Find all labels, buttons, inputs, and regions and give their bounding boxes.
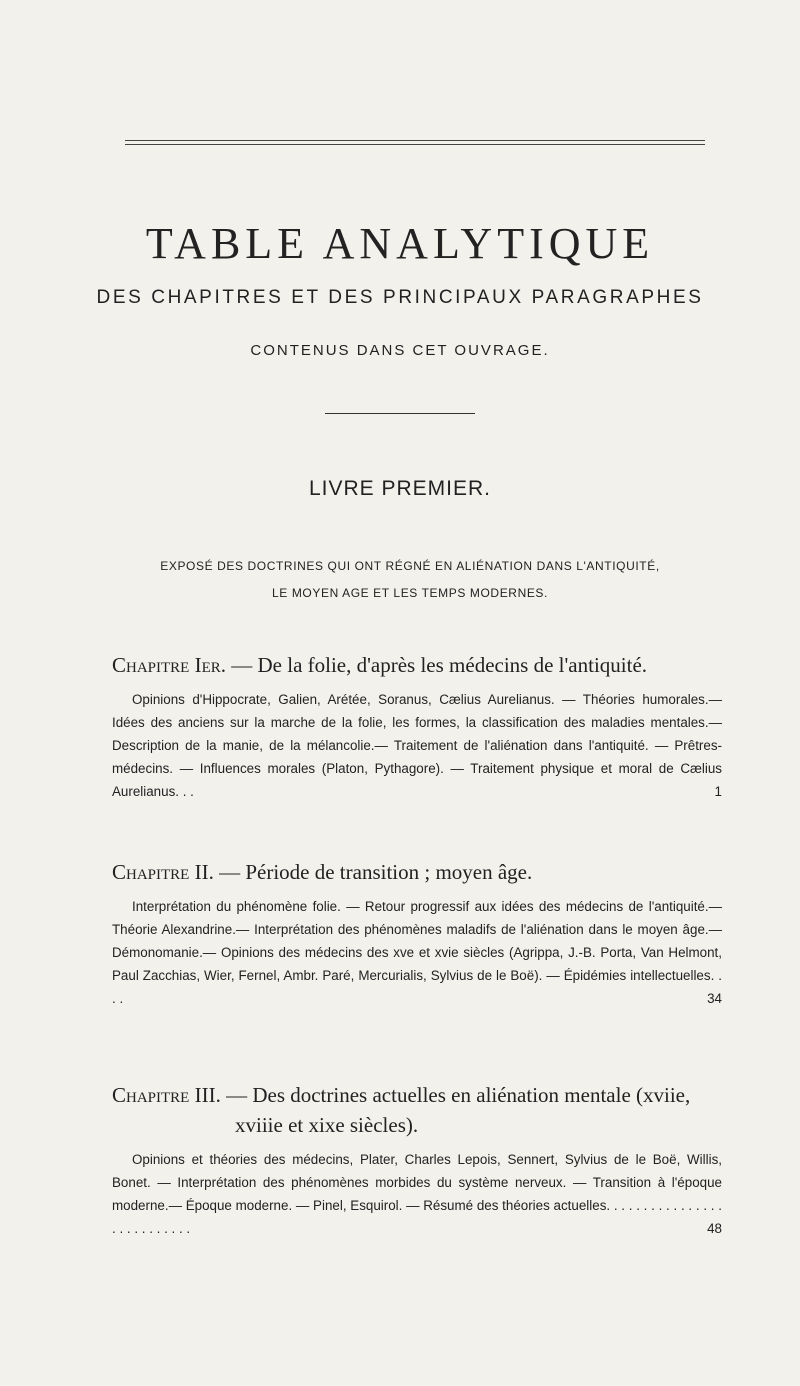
chapter-summary-text: Interprétation du phénomène folie. — Retour progressif aux idées des médecins de l'antiquité.— Théorie Alexandrine.— Interprétation des phénomènes maladifs de l'aliénation dans le moyen âge.— Démonomanie.— Opinions des médecins des xve et xvie siècles (Agrippa, J.-B. Porta, Van Helmont, Paul Zacchias, Wier, Fernel, Ambr. Paré, Mercurialis, Sylvius de le Boë). — Épidémies intellectuelles. . . . [112, 899, 722, 1006]
page-number: 34 [707, 991, 722, 1006]
summary-line: EXPOSÉ DES DOCTRINES QUI ONT RÉGNÉ EN ALIÉNATION DANS L'ANTIQUITÉ, [160, 559, 660, 573]
chapter-summary-text: Opinions et théories des médecins, Plater, Charles Lepois, Sennert, Sylvius de le Boë, Willis, Bonet. — Interprétation des phénomènes morbides du système nerveux. — Transition à l'époque moderne.— Époque moderne. — Pinel, Esquirol. — Résumé des théories actuelles. . . . . . . . . . . . . . . . . . . . . . . . . . . [112, 1152, 722, 1236]
chapter-entry [112, 650, 722, 803]
page-number: 48 [707, 1221, 722, 1236]
page-subtitle-2: CONTENUS DANS CET OUVRAGE. [250, 342, 550, 359]
book-section-title: LIVRE PREMIER. [308, 477, 492, 500]
chapter-heading [112, 650, 722, 680]
chapter-summary [112, 1148, 722, 1240]
top-rule [125, 140, 705, 141]
chapter-label: Chapitre II. [112, 860, 214, 884]
summary-line: LE MOYEN AGE ET LES TEMPS MODERNES. [272, 586, 548, 600]
chapter-label: Chapitre III. [112, 1083, 221, 1107]
chapter-title: — Des doctrines actuelles en aliénation mentale (xviie, [220, 1083, 691, 1107]
chapter-summary-text: Opinions d'Hippocrate, Galien, Arétée, Soranus, Cælius Aurelianus. — Théories humorales.— Idées des anciens sur la marche de la folie, les formes, la classification des maladies mentales.— Description de la manie, de la mélancolie.— Traitement de l'aliénation dans l'antiquité. — Prêtres-médecins. — Influences morales (Platon, Pythagore). — Traitement physique et moral de Cælius Aurelianus. . . [112, 692, 722, 799]
chapter-summary [112, 895, 722, 1010]
chapter-heading [112, 1080, 722, 1140]
top-rule [125, 144, 705, 145]
chapter-entry [112, 1080, 722, 1240]
page-number: 1 [714, 784, 722, 799]
page-title: TABLE ANALYTIQUE [145, 219, 655, 268]
chapter-title: — Période de transition ; moyen âge. [213, 860, 533, 884]
chapter-title-continuation: xviiie et xixe siècles). [235, 1113, 419, 1137]
chapter-label: Chapitre Ier. [112, 653, 226, 677]
chapter-entry [112, 857, 722, 1010]
page-subtitle: DES CHAPITRES ET DES PRINCIPAUX PARAGRAPHES [96, 287, 704, 308]
chapter-summary [112, 688, 722, 803]
chapter-title: — De la folie, d'après les médecins de l'antiquité. [226, 653, 648, 677]
book-section-summary [90, 553, 730, 607]
chapter-heading [112, 857, 722, 887]
divider-rule [325, 413, 475, 414]
